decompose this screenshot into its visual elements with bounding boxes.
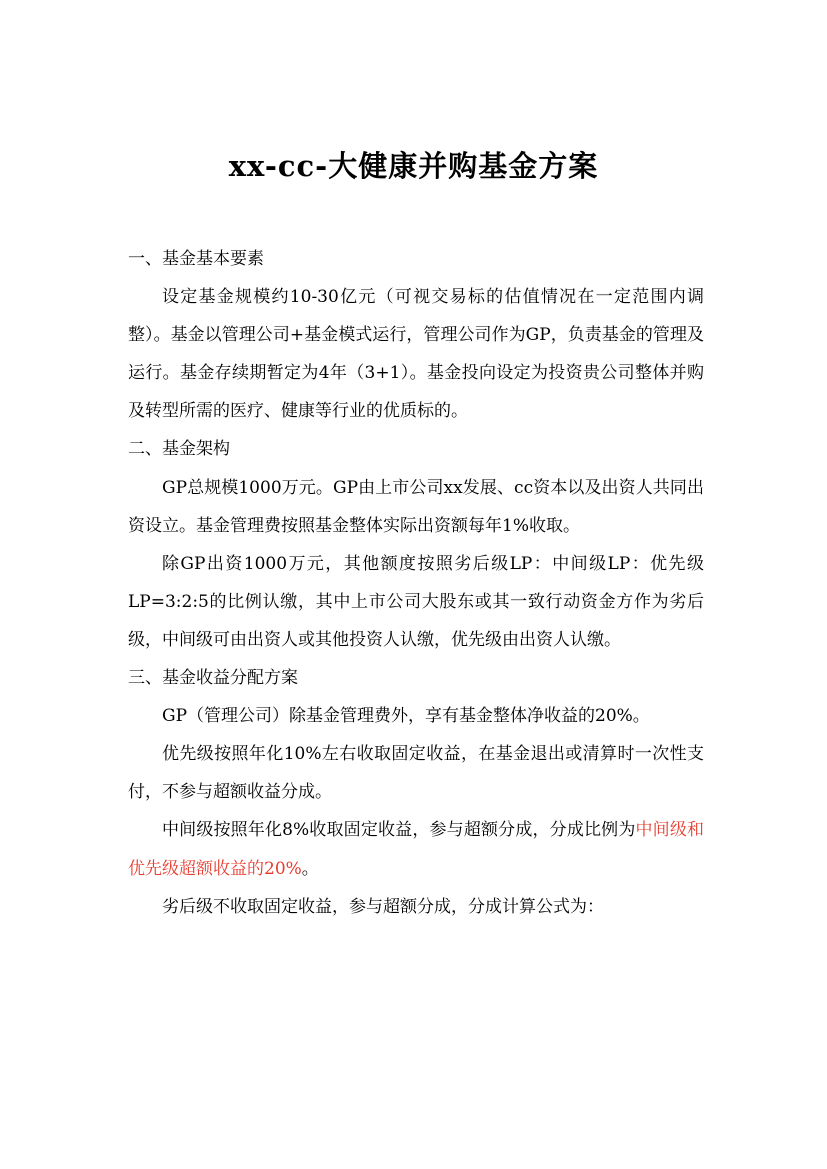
section-3-paragraph-3 — [128, 811, 704, 887]
section-3-paragraph-2: 优先级按照年化10%左右收取固定收益，在基金退出或清算时一次性支付，不参与超额收益分成。 — [128, 744, 704, 803]
section-3-paragraph-1: GP（管理公司）除基金管理费外，享有基金整体净收益的20%。 — [162, 706, 650, 727]
section-2-paragraph-2: 除GP出资1000万元，其他额度按照劣后级LP：中间级LP：优先级LP=3:2:5的比例认缴，其中上市公司大股东或其一致行动资金方作为劣后级，中间级可由出资人或其他投资人认缴，优先级由出资人认缴。 — [128, 553, 704, 650]
highlighted-text: 中间级和优先级超额收益的20% — [128, 820, 705, 879]
paragraph-3-end: 。 — [301, 858, 319, 879]
section-1-heading: 一、基金基本要素 — [128, 249, 264, 269]
section-3-paragraph-4: 劣后级不收取固定收益，参与超额分成，分成计算公式为： — [162, 896, 604, 917]
section-2-paragraph-1: GP总规模1000万元。GP由上市公司xx发展、cc资本以及出资人共同出资设立。基金管理费按照基金整体实际出资额每年1%收取。 — [128, 477, 704, 536]
section-3-heading: 三、基金收益分配方案 — [128, 668, 298, 689]
section-1-paragraph-1: 设定基金规模约10-30亿元（可视交易标的估值情况在一定范围内调整）。基金以管理公司+基金模式运行，管理公司作为GP，负责基金的管理及运行。基金存续期暂定为4年（3+1）。基金投向设定为投资贵公司整体并购及转型所需的医疗、健康等行业的优质标的。 — [128, 287, 704, 422]
document-title: xx-cc-大健康并购基金方案 — [228, 149, 599, 183]
paragraph-3-text: 中间级按照年化8%收取固定收益，参与超额分成，分成比例为 — [162, 820, 636, 841]
document-body — [128, 240, 704, 926]
section-2-heading: 二、基金架构 — [128, 439, 230, 460]
